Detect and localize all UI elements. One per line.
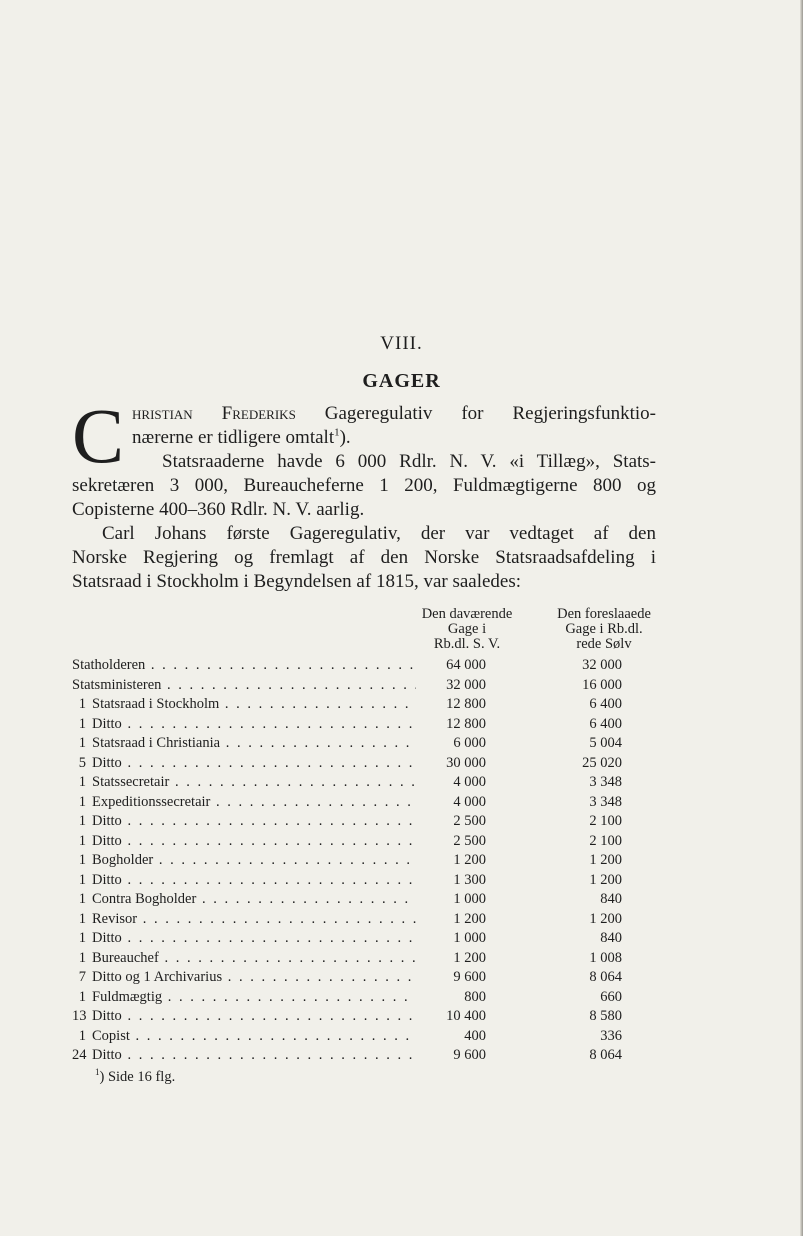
row-current-salary: 64 000 [446, 657, 486, 673]
paragraph-1-line-2: nærerne er tidligere omtalt$^1$). [132, 426, 351, 448]
row-label: Fuldmægtig . . . [92, 988, 416, 1008]
row-count: 1 [78, 793, 86, 810]
row-proposed-salary: 840 [600, 930, 622, 946]
row-label: Ditto . . . [92, 1007, 416, 1027]
row-proposed-salary: 1 200 [589, 852, 622, 868]
row-proposed-salary: 8 580 [589, 1008, 622, 1024]
table-row [72, 656, 632, 676]
row-count: 1 [78, 930, 86, 946]
table-row [72, 1007, 632, 1027]
paragraph-2-line-1: Statsraaderne havde 6 000 Rdlr. N. V. «i Tillæg», Stats- [162, 451, 656, 472]
row-proposed-salary: 1 008 [589, 949, 622, 966]
row-proposed-salary: 1 200 [589, 910, 622, 927]
table-row [72, 832, 632, 852]
row-label: Copist . . . [92, 1027, 416, 1047]
row-count: 1 [78, 871, 86, 888]
row-proposed-salary: 1 200 [589, 871, 622, 888]
row-count: 1 [78, 852, 86, 868]
paragraph-2-line-2: sekretæren 3 000, Bureaucheferne 1 200, Fuldmægtigerne 800 og [72, 475, 656, 496]
row-label: Statholderen . . . [72, 656, 416, 676]
table-row [72, 793, 632, 813]
row-current-salary: 4 000 [453, 774, 486, 790]
paragraph-2 [72, 450, 656, 522]
paragraph-3-line-3: Statsraad i Stockholm i Begyndelsen af 1815, var saaledes: [72, 571, 522, 592]
row-count: 1 [78, 910, 86, 927]
table-row [72, 949, 632, 969]
paragraph-2-line-3: Copisterne 400–360 Rdlr. N. V. aarlig. [72, 499, 365, 520]
row-label: Statsministeren . . . [72, 676, 416, 696]
row-proposed-salary: 5 004 [589, 735, 622, 751]
row-count: 1 [78, 774, 86, 790]
row-count: 1 [78, 988, 86, 1005]
row-count: 1 [78, 696, 86, 712]
row-proposed-salary: 3 348 [589, 774, 622, 790]
row-current-salary: 1 000 [453, 930, 486, 946]
table-row [72, 871, 632, 891]
column-header-proposed: Den foreslaaede Gage i Rb.dl. rede Sølv [557, 606, 651, 652]
row-proposed-salary: 840 [600, 891, 622, 907]
chapter-title: GAGER [362, 370, 441, 392]
paragraph-3-line-2: Norske Regjering og fremlagt af den Norske Statsraadsafdeling i [72, 547, 656, 568]
row-count: 13 [72, 1008, 87, 1024]
table-row [72, 929, 632, 949]
row-label: Statssecretair . . . [92, 773, 416, 793]
row-current-salary: 1 200 [453, 910, 486, 927]
row-label: Bureauchef . . . [92, 949, 416, 969]
row-label: Contra Bogholder . . . [92, 890, 416, 910]
row-label: Expeditionssecretair . . . [92, 793, 416, 813]
row-label: Statsraad i Stockholm . . . [92, 695, 416, 715]
row-count: 24 [72, 1047, 87, 1063]
row-current-salary: 4 000 [453, 793, 486, 810]
salary-table [72, 656, 632, 1066]
row-proposed-salary: 3 348 [589, 793, 622, 810]
chapter-number: VIII. [380, 333, 423, 354]
row-current-salary: 1 000 [453, 891, 486, 907]
row-count: 1 [78, 832, 86, 849]
footnote-text: ) Side 16 flg. [99, 1069, 176, 1085]
table-row [72, 968, 632, 988]
row-current-salary: 32 000 [446, 676, 486, 693]
table-row [72, 1046, 632, 1066]
row-label: Ditto . . . [92, 812, 416, 832]
column-header-current: Den daværende Gage i Rb.dl. S. V. [421, 606, 513, 652]
row-current-salary: 9 600 [453, 969, 486, 985]
table-row [72, 773, 632, 793]
table-row [72, 715, 632, 735]
row-current-salary: 400 [464, 1027, 486, 1044]
footnote [95, 1069, 175, 1086]
row-label: Ditto . . . [92, 754, 416, 774]
table-row [72, 734, 632, 754]
paragraph-3 [72, 522, 656, 594]
row-count: 7 [78, 969, 86, 985]
table-row [72, 890, 632, 910]
row-current-salary: 1 200 [453, 949, 486, 966]
table-row [72, 851, 632, 871]
row-proposed-salary: 8 064 [589, 969, 622, 985]
row-current-salary: 2 500 [453, 813, 486, 829]
row-count: 5 [78, 754, 86, 771]
paragraph-3-line-1: Carl Johans første Gageregulativ, der var vedtaget af den [102, 523, 656, 544]
table-row [72, 812, 632, 832]
table-row [72, 695, 632, 715]
row-current-salary: 2 500 [453, 832, 486, 849]
row-current-salary: 1 200 [453, 852, 486, 868]
table-row [72, 754, 632, 774]
row-count: 1 [78, 715, 86, 732]
row-current-salary: 1 300 [453, 871, 486, 888]
row-proposed-salary: 25 020 [582, 754, 622, 771]
row-label: Ditto . . . [92, 832, 416, 852]
paragraph-1-line-1: hristian Frederiks Gageregulativ for Regjeringsfunktio- [132, 403, 657, 424]
row-count: 1 [78, 1027, 86, 1044]
row-label: Ditto . . . [92, 1046, 416, 1066]
footnote-mark: 1 [334, 426, 340, 439]
row-proposed-salary: 2 100 [589, 813, 622, 829]
table-row [72, 910, 632, 930]
row-label: Bogholder . . . [92, 851, 416, 871]
row-proposed-salary: 660 [600, 988, 622, 1005]
table-row [72, 676, 632, 696]
row-current-salary: 800 [464, 988, 486, 1005]
row-proposed-salary: 32 000 [582, 657, 622, 673]
row-proposed-salary: 336 [600, 1027, 622, 1044]
row-label: Ditto . . . [92, 929, 416, 949]
row-label: Ditto . . . [92, 871, 416, 891]
row-proposed-salary: 6 400 [589, 696, 622, 712]
row-count: 1 [78, 891, 86, 907]
drop-cap: C [72, 392, 125, 479]
row-label: Revisor . . . [92, 910, 416, 930]
row-current-salary: 12 800 [446, 696, 486, 712]
row-current-salary: 30 000 [446, 754, 486, 771]
row-label: Ditto . . . [92, 715, 416, 735]
table-row [72, 1027, 632, 1047]
row-proposed-salary: 8 064 [589, 1047, 622, 1063]
row-proposed-salary: 2 100 [589, 832, 622, 849]
footnote-marker: 1 [95, 1067, 100, 1078]
table-row [72, 988, 632, 1008]
row-label: Ditto og 1 Archivarius . . . [92, 968, 416, 988]
row-label: Statsraad i Christiania . . . [92, 734, 416, 754]
row-count: 1 [78, 813, 86, 829]
row-count: 1 [78, 949, 86, 966]
row-current-salary: 9 600 [453, 1047, 486, 1063]
row-proposed-salary: 16 000 [582, 676, 622, 693]
row-count: 1 [78, 735, 86, 751]
row-proposed-salary: 6 400 [589, 715, 622, 732]
row-current-salary: 12 800 [446, 715, 486, 732]
row-current-salary: 6 000 [453, 735, 486, 751]
row-current-salary: 10 400 [446, 1008, 486, 1024]
body-text [72, 392, 657, 594]
